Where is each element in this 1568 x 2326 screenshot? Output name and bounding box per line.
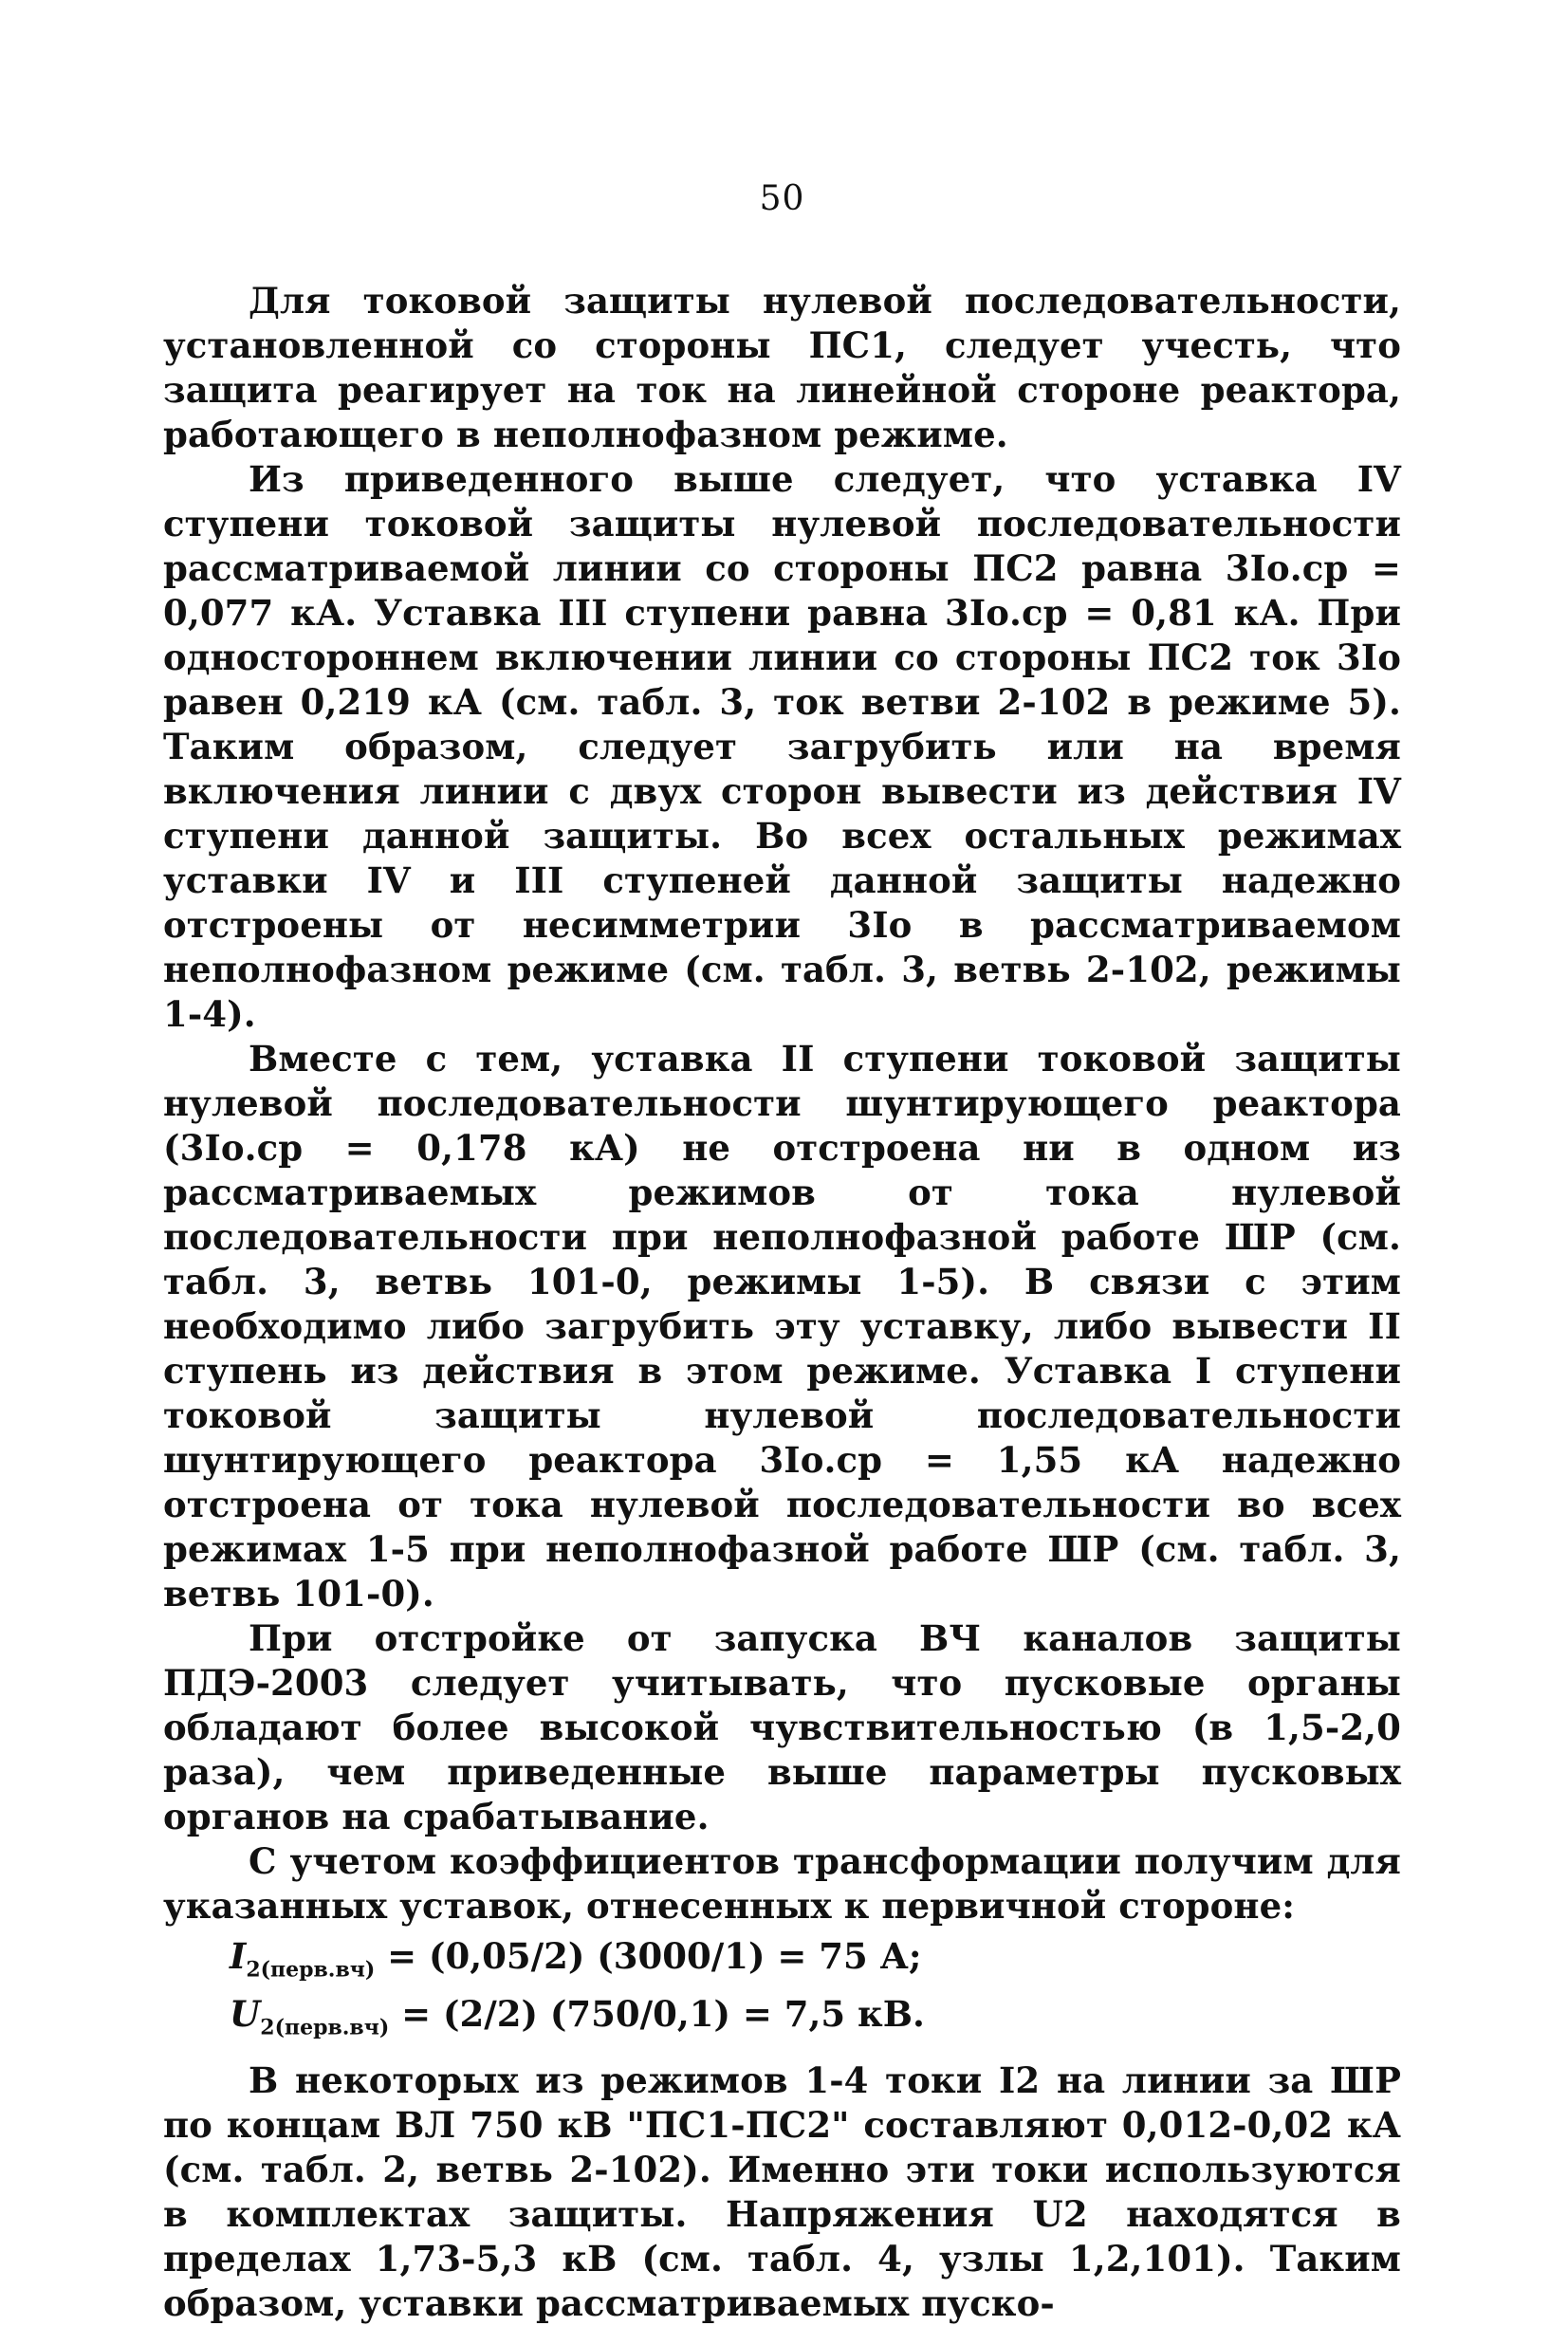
formula-current-expression: = (0,05/2) (3000/1) = 75 А; xyxy=(375,1935,922,1977)
paragraph-i2-currents: В некоторых из режимов 1-4 токи I2 на линии за ШР по концам ВЛ 750 кВ "ПС1-ПС2" составляют 0,012-0,02 кА (см. табл. 2, ветвь 2-102). Именно эти токи используются в комплектах защиты. Напряжения U2 находятся в пределах 1,73-5,3 кВ (см. табл. 4, узлы 1,2,101). Таким образом, уставки рассматриваемых пуско- xyxy=(163,2058,1401,2324)
page-number: 50 xyxy=(759,179,805,218)
paragraph-zero-sequence-ps1: Для токовой защиты нулевой последовательности, установленной со стороны ПС1, следует учесть, что защита реагирует на ток на линейной стороне реактора, работающего в неполнофазном режиме. xyxy=(163,280,1401,455)
formula-current xyxy=(230,1934,1401,1992)
paragraph-transformation-ratios: С учетом коэффициентов трансформации получим для указанных уставок, отнесенных к первичной стороне: xyxy=(163,1840,1401,1927)
formula-voltage-expression: = (2/2) (750/0,1) = 7,5 кВ. xyxy=(389,1993,925,2036)
document-page xyxy=(163,179,1401,2324)
paragraph-shunt-reactor-stage-ii: Вместе с тем, уставка II ступени токовой защиты нулевой последовательности шунтирующего реактора (3Iо.ср = 0,178 кА) не отстроена ни в одном из рассматриваемых режимов от тока нулевой последовательности при неполнофазной работе ШР (см. табл. 3, ветвь 101-0, режимы 1-5). В связи с этим необходимо либо загрубить эту уставку, либо вывести II ступень из действия в этом режиме. Уставка I ступени токовой защиты нулевой последовательности шунтирующего реактора 3Iо.ср = 1,55 кА надежно отстроена от тока нулевой последовательности во всех режимах 1-5 при неполнофазной работе ШР (см. табл. 3, ветвь 101-0). xyxy=(163,1038,1401,1615)
formula-current-symbol: I xyxy=(230,1935,247,1977)
formula-voltage-symbol: U xyxy=(230,1993,261,2036)
formula-block xyxy=(230,1934,1401,2051)
formula-voltage xyxy=(230,1992,1401,2050)
paragraph-pde-2003-start: При отстройке от запуска ВЧ каналов защиты ПДЭ-2003 следует учитывать, что пусковые органы обладают более высокой чувствительностью (в 1,5-2,0 раза), чем приведенные выше параметры пусковых органов на срабатывание. xyxy=(163,1617,1401,1837)
formula-voltage-subscript: 2(перв.вч) xyxy=(260,2015,390,2040)
paragraph-stage-iv-settings: Из приведенного выше следует, что уставка IV ступени токовой защиты нулевой последовательности рассматриваемой линии со стороны ПС2 равна 3Iо.ср = 0,077 кА. Уставка III ступени равна 3Iо.ср = 0,81 кА. При одностороннем включении линии со стороны ПС2 ток 3Iо равен 0,219 кА (см. табл. 3, ток ветви 2-102 в режиме 5). Таким образом, следует загрубить или на время включения линии с двух сторон вывести из действия IV ступени данной защиты. Во всех остальных режимах уставки IV и III ступеней данной защиты надежно отстроены от несимметрии 3Iо в рассматриваемом неполнофазном режиме (см. табл. 3, ветвь 2-102, режимы 1-4). xyxy=(163,458,1401,1035)
formula-current-subscript: 2(перв.вч) xyxy=(246,1957,376,1983)
